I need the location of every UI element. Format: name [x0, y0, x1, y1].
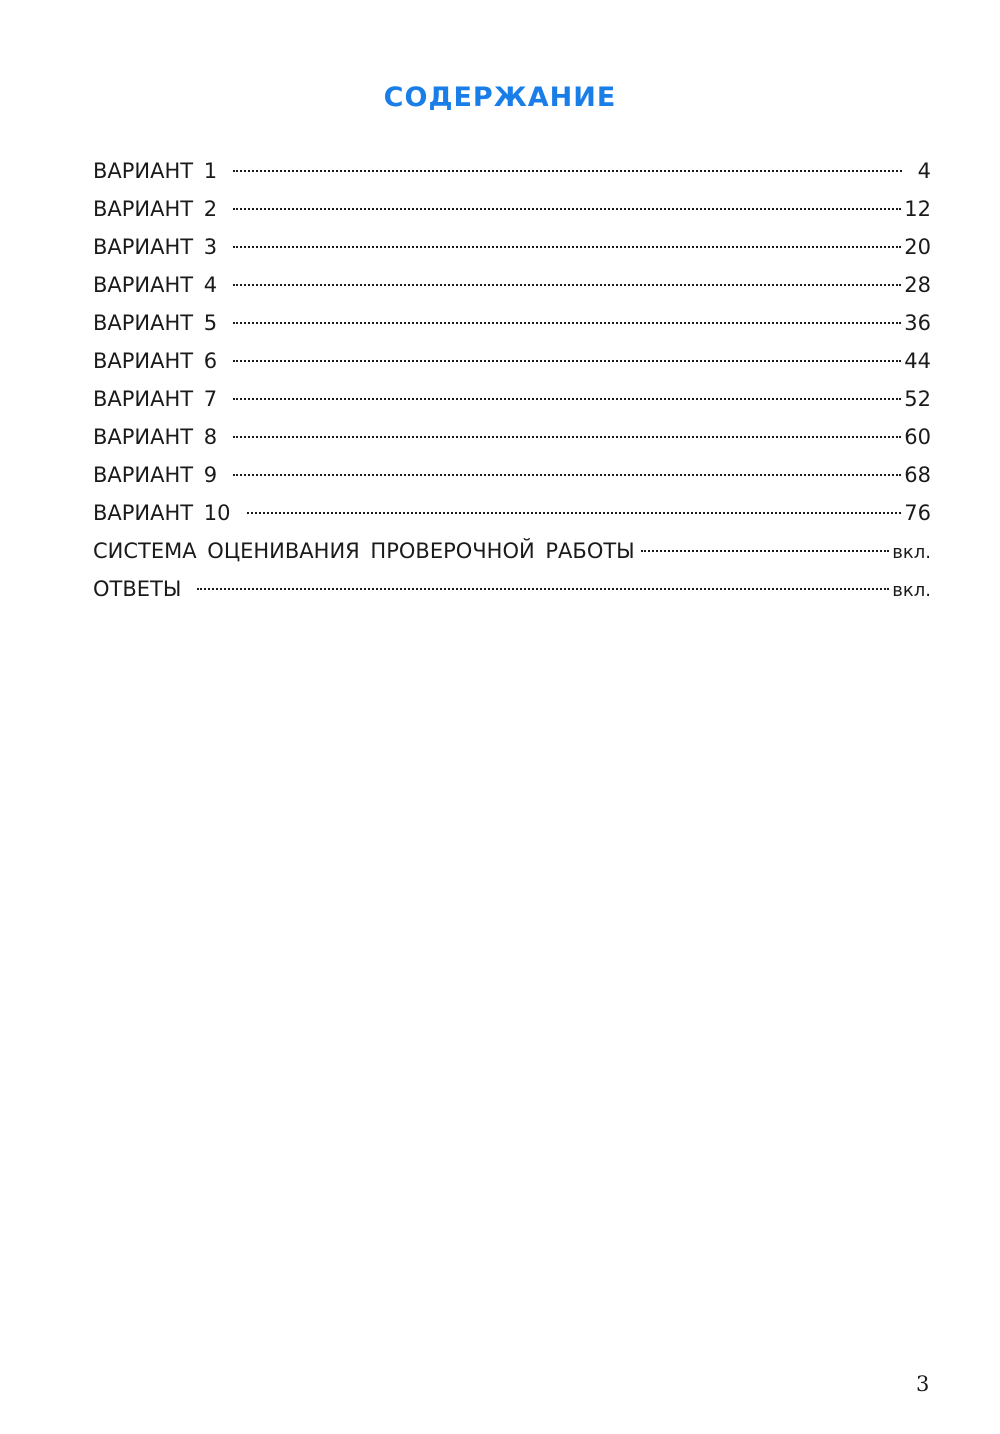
toc-label: ВАРИАНТ 3 — [93, 235, 218, 259]
page-number: 3 — [916, 1372, 930, 1396]
toc-label: ВАРИАНТ 4 — [93, 273, 218, 297]
toc-page-number: 44 — [904, 349, 931, 373]
toc-label: ВАРИАНТ 9 — [93, 463, 218, 487]
dot-leader — [233, 246, 901, 248]
toc-row[interactable] — [93, 418, 931, 456]
toc-page-number: 76 — [904, 501, 931, 525]
toc-row[interactable] — [93, 494, 931, 532]
dot-leader — [233, 436, 901, 438]
toc-label: СИСТЕМА ОЦЕНИВАНИЯ ПРОВЕРОЧНОЙ РАБОТЫ — [93, 539, 635, 563]
dot-leader — [197, 588, 889, 590]
dot-leader — [233, 284, 901, 286]
dot-leader — [233, 398, 901, 400]
toc-page-number: 52 — [904, 387, 931, 411]
toc-page-number: 36 — [904, 311, 931, 335]
toc-row[interactable] — [93, 228, 931, 266]
toc-row[interactable] — [93, 190, 931, 228]
toc-row[interactable] — [93, 304, 931, 342]
toc-page-number: вкл. — [892, 580, 931, 601]
dot-leader — [247, 512, 902, 514]
dot-leader — [233, 360, 901, 362]
toc-row[interactable] — [93, 266, 931, 304]
toc-page-number: 20 — [904, 235, 931, 259]
dot-leader — [233, 322, 901, 324]
toc-label: ВАРИАНТ 7 — [93, 387, 218, 411]
toc-label: ВАРИАНТ 10 — [93, 501, 231, 525]
toc-row[interactable] — [93, 152, 931, 190]
toc-label: ВАРИАНТ 6 — [93, 349, 218, 373]
toc-label: ВАРИАНТ 5 — [93, 311, 218, 335]
toc-row[interactable] — [93, 456, 931, 494]
dot-leader — [641, 550, 890, 552]
dot-leader — [233, 474, 901, 476]
dot-leader — [233, 170, 902, 172]
toc-label: ВАРИАНТ 2 — [93, 197, 218, 221]
toc-page-number: 12 — [904, 197, 931, 221]
toc-row[interactable] — [93, 380, 931, 418]
toc-row[interactable] — [93, 532, 931, 570]
toc-page-number: вкл. — [892, 542, 931, 563]
toc-label: ВАРИАНТ 8 — [93, 425, 218, 449]
toc-page-number: 4 — [917, 159, 931, 183]
toc-page-number: 68 — [904, 463, 931, 487]
dot-leader — [233, 208, 901, 210]
table-of-contents — [93, 152, 931, 608]
toc-page-number: 28 — [904, 273, 931, 297]
toc-label: ВАРИАНТ 1 — [93, 159, 218, 183]
toc-page-number: 60 — [904, 425, 931, 449]
toc-row[interactable] — [93, 570, 931, 608]
toc-label: ОТВЕТЫ — [93, 577, 182, 601]
page-title: СОДЕРЖАНИЕ — [383, 82, 617, 113]
toc-row[interactable] — [93, 342, 931, 380]
